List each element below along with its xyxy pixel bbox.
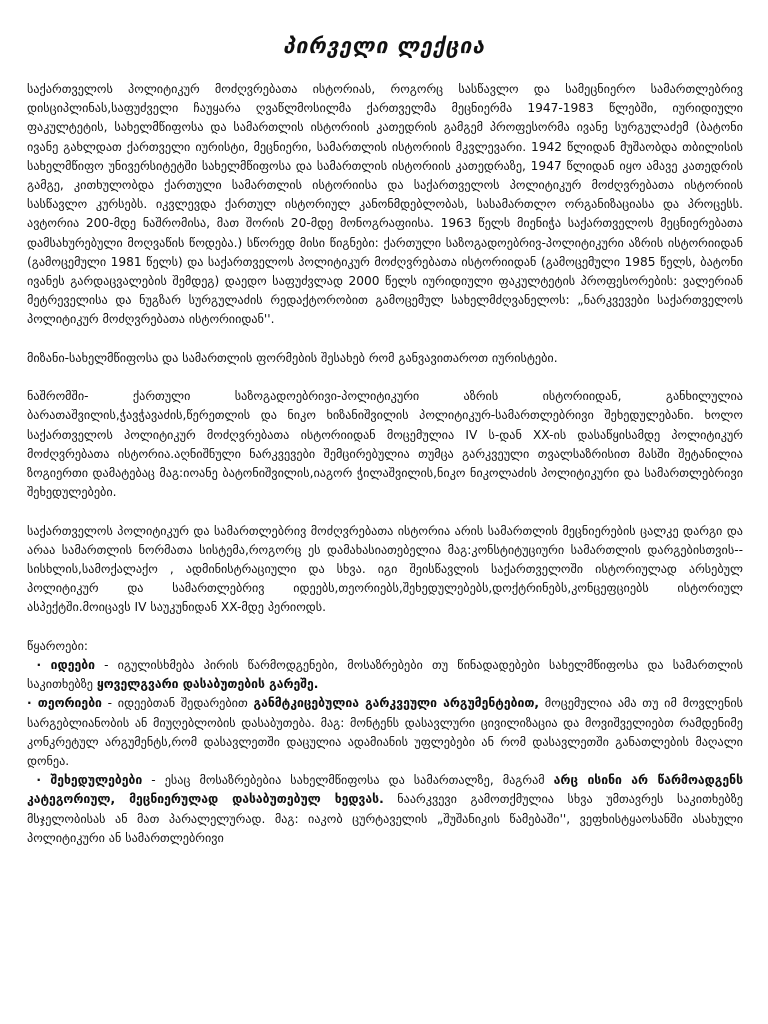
list-item-text: - ესაც მოსაზრებებია სახელმწიფოსა და სამართალზე, მაგრამ: [142, 773, 554, 788]
document-body: [27, 80, 743, 848]
list-item-emphasis: არც ისინი არ წარმოადგენს კატეგორიულ, მეცნიერულად დასაბუთებულ ხედვას.: [27, 773, 743, 807]
list-item: [27, 694, 743, 771]
list-item-text: - იგულისხმება პირის წარმოდგენები, მოსაზრებები თუ წინადადებები სახელმწიფოსა და სამართლის საკითხებზე: [27, 658, 743, 692]
bullet-icon: ·: [27, 658, 51, 673]
page-title: პირველი ლექცია: [282, 34, 485, 58]
list-item-term: შეხედულებები: [50, 773, 143, 788]
list-item: [27, 656, 743, 694]
list-item-text-after: მოცემულია ამა თუ იმ მოვლენის სარგებლიანობის ან მიუღებლობის დასაბუთება. მაგ: მონტენს დასავლური ცივილიზაცია და მოვიშველიებთ რამდენიმე კონკრეტულ არგუმენტს,რომ დასავლეთში დაცულია ადამიანის უფლებები ან რომ დასავლეთში განათლების მაღალი დონეა.: [27, 696, 743, 769]
paragraph-gap: [27, 502, 743, 521]
list-item-emphasis: განმტკიცებულია გარკვეული არგუმენტებით,: [253, 696, 540, 711]
paragraph-gap: [27, 618, 743, 637]
paragraph-goal: მიზანი-სახელმწიფოსა და სამართლის ფორმების შესახებ რომ განვავითაროთ იურისტები.: [27, 350, 558, 365]
list-item-text: - იდეებთან შედარებით: [101, 696, 254, 711]
paragraph-definition: საქართველოს პოლიტიკურ და სამართლებრივ მოძღვრებათა ისტორია არის სამართლის მეცნიერების ცალკე დარგი და არაა სამართლის ნორმათა სისტემა,როგორც ეს დამახასიათებელია მაგ:კონსტიტუციური სამართლის დარგებისთვის--სისხლის,სამოქალაქო , ადმინისტრაციული და სხვა. იგი შეისწავლის საქართველოში ისტორიულად არსებულ პოლიტიკურ და სამართლებრივ იდეებს,თეორიებს,შეხედულებებს,დოქტრინებს,კონცეფციებს ისტორიულ ასპექტში.მოიცავს IV საუკუნიდან XX-მდე პერიოდს.: [27, 523, 743, 615]
bullet-icon: ·: [27, 696, 38, 711]
paragraph-gap: [27, 368, 743, 387]
paragraph-gap: [27, 330, 743, 349]
list-item: [27, 771, 743, 848]
list-item-term: იდეები: [50, 658, 95, 673]
bullet-icon: ·: [27, 773, 51, 788]
paragraph-intro: საქართველოს პოლიტიკურ მოძღვრებათა ისტორიას, როგორც სასწავლო და სამეცნიერო სამართლებრივ დისციპლინას,საფუძველი ჩაუყარა ღვაწლმოსილმა ქართველმა მეცნიერმა 1947-1983 წლებში, იურიდიული ფაკულტეტის, სახელმწიფოსა და სამართლის ისტორიის კათედრის გამგემ პროფესორმა ივანე სურგულაძემ (ბატონი ივანე გახლდათ ქართველი იურისტი, მეცნიერი, სამართლის ისტორიის მკვლევარი. 1942 წლიდან მუშაობდა თბილისის სახელმწიფო უნივერსიტეტში სახელმწიფოსა და სამართლის ისტორიის კათედრაზე, 1947 წლიდან იყო ამავე კათედრის გამგე, კითხულობდა ქართული სამართლის ისტორიისა და საქართველოს პოლიტიკურ მოძღვრებათა ისტორიის სასწავლო კურსებს. იკვლევდა ქართულ ისტორიულ კანონმდებლობას, სასამართლო ორგანიზაციასა და პროცესს. ავტორია 200-მდე ნაშრომისა, მათ შორის 20-მდე მონოგრაფიისა. 1963 წელს მიენიჭა საქართველოს მეცნიერებათა დამსახურებული მოღვაწის წოდება.) სწორედ მისი წიგნები: ქართული საზოგადოებრივ-პოლიტიკური აზრის ისტორიიდან (გამოცემული 1981 წელს) და საქართველოს პოლიტიკურ მოძღვრებათა ისტორიიდან (გამოცემული 1985 წელს, ბატონი ივანეს გარდაცვალების შემდეგ) დაედო საფუძვლად 2000 წელს იურიდიული ფაკულტეტის პროფესორების: ვალერიან მეტრეველისა და ნუგზარ სურგულაძის რედაქტორობით გამოცემულ სახელმძღვანელოს: „ნარკვევები საქართველოს პოლიტიკურ მოძღვრებათა ისტორიიდან''.: [27, 82, 743, 327]
sources-label: წყაროები:: [27, 638, 88, 653]
list-item-term: თეორიები: [37, 696, 102, 711]
paragraph-work: ნაშრომში- ქართული საზოგადოებრივი-პოლიტიკური აზრის ისტორიიდან, განხილულია ბარათაშვილის,ჭავჭავაძის,წერეთლის და ნიკო ხიზანიშვილის პოლიტიკურ-სამართლებრივი შეხედულებანი. ხოლო საქართველოს პოლიტიკურ მოძღვრებათა ისტორიიდან მოცემულია IV ს-დან XX-ის დასაწყისამდე პოლიტიკურ მოძღვრებათა ისტორია.აღნიშნული ნარკვევები შემცირებულია თუმცა გარკვეული თვალსაზრისით მასში შეტანილია ზოგიერთი დამატებაც მაგ:იოანე ბატონიშვილის,იაგორ ჭილაშვილის,ნიკო ნიკოლაძის პოლიტიკური და სამართლებრივი შეხედულებები.: [27, 389, 743, 500]
list-item-emphasis: ყოველგვარი დასაბუთების გარეშე.: [96, 677, 319, 692]
list-item-text-after: ნაარკვევი გამოთქმულია სხვა უმთავრეს საკითხებზე მსჯელობისას ან მათ პარალელურად. მაგ: იაკობ ცურტაველის „შუშანიკის წამებაში'', ვეფხისტყაოსანში ასახული პოლიტიკური ან სამართლებრივი: [27, 792, 743, 845]
